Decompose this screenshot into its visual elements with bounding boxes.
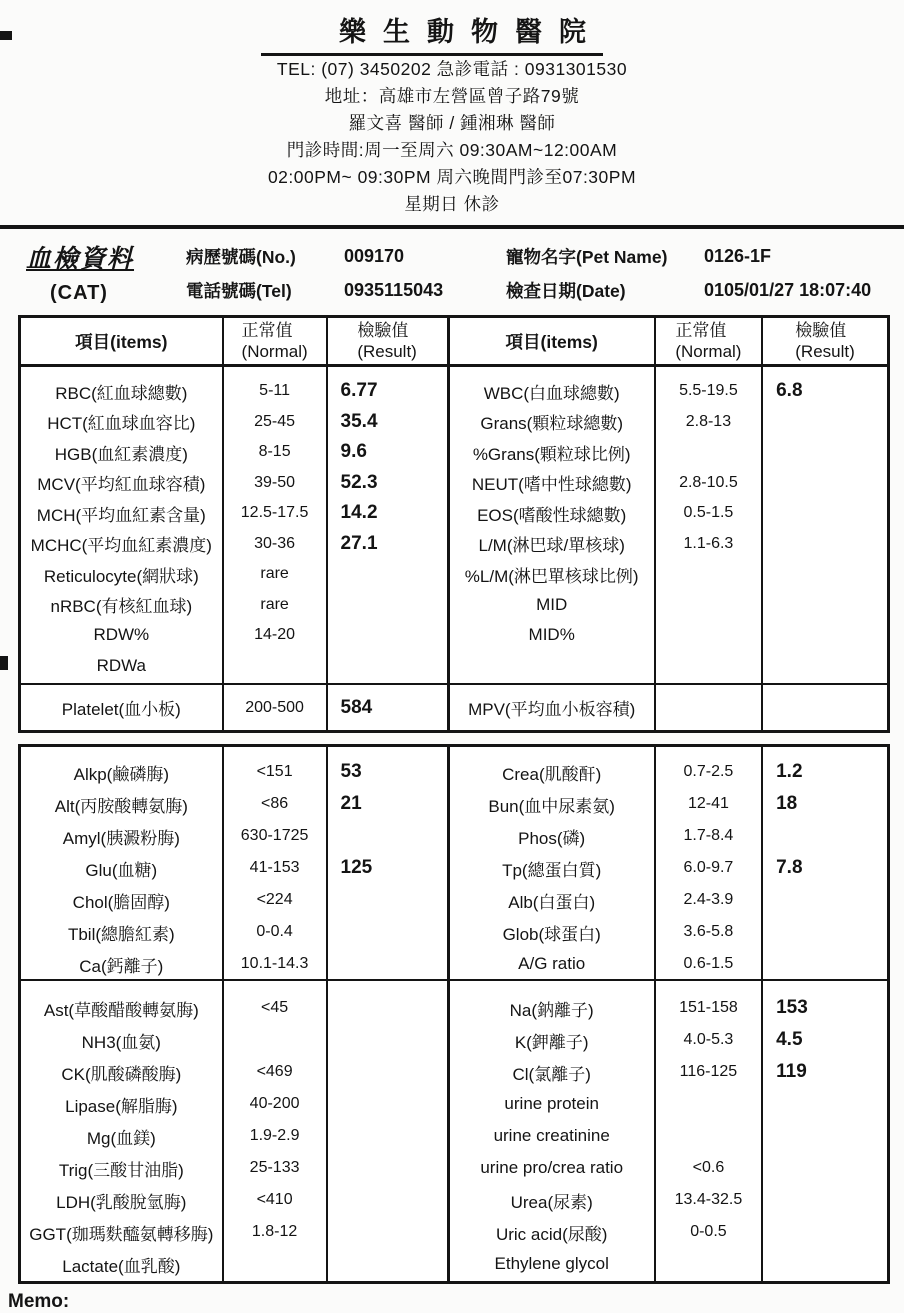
- result-value: 35.4: [340, 410, 378, 432]
- column-header-normal: [656, 318, 761, 367]
- chem-sec2-left-results: [328, 981, 447, 1281]
- normal-range-value: 13.4-32.5: [674, 1191, 743, 1208]
- test-item-label: Tbil(總膽紅素): [67, 924, 175, 944]
- normal-range-value: [224, 1024, 326, 1056]
- hospital-tel-line: TEL: (07) 3450202 急診電話 : 0931301530: [276, 59, 628, 79]
- normal-range-value: [656, 559, 761, 590]
- normal-range-value: [656, 1088, 761, 1120]
- result-value: [328, 620, 447, 651]
- test-item-label: LDH(乳酸脫氫脢): [56, 1192, 187, 1212]
- hospital-doctors-line: 羅文喜 醫師 / 鍾湘琳 醫師: [348, 113, 556, 133]
- cbc-right-normal-column: [656, 318, 763, 730]
- normal-range-value: 630-1725: [240, 827, 309, 844]
- column-header-normal-text: [675, 320, 741, 362]
- normal-range-value: 6.0-9.7: [683, 859, 734, 876]
- normal-range-value: 5-11: [259, 382, 291, 400]
- test-item-label: MCHC(平均血紅素濃度): [30, 536, 212, 556]
- test-item-label: RDW%: [93, 625, 150, 645]
- result-value: [763, 1120, 887, 1152]
- normal-range-value: [656, 1248, 761, 1280]
- test-item-label: K(鉀離子): [514, 1032, 589, 1052]
- chem-left-normal-column: [224, 747, 328, 1281]
- normal-range-value: 1.1-6.3: [683, 534, 734, 552]
- hospital-hours-line-3: 星期日 休診: [404, 194, 500, 214]
- normal-range-value: [224, 651, 326, 682]
- test-item-label: Ethylene glycol: [494, 1254, 609, 1273]
- result-value: [763, 1216, 887, 1248]
- normal-range-value: 151-158: [679, 999, 738, 1016]
- mpv-item-label: MPV(平均血小板容積): [450, 683, 654, 730]
- cbc-left-normal-column: [224, 318, 328, 730]
- test-item-label: MCV(平均紅血球容積): [37, 475, 206, 495]
- test-item-label: MID%: [528, 625, 575, 645]
- cbc-right-items-column: [450, 318, 656, 730]
- normal-range-value: 8-15: [258, 443, 291, 461]
- scan-artifact: [0, 656, 8, 670]
- platelet-result-value: 584: [328, 683, 447, 730]
- result-value: 27.1: [340, 532, 378, 554]
- result-value: 125: [340, 857, 373, 878]
- result-value: [328, 559, 447, 590]
- chem-sec1-right-items: [450, 747, 654, 981]
- normal-range-value: [656, 620, 761, 651]
- result-value: [328, 1088, 447, 1120]
- test-item-label: Uric acid(尿酸): [495, 1224, 608, 1244]
- normal-range-value: <86: [261, 795, 289, 812]
- normal-range-value: 12-41: [687, 795, 729, 812]
- chem-sec2-right-normals: [656, 981, 761, 1281]
- result-value: 7.8: [776, 857, 803, 878]
- test-item-label: L/M(淋巴球/單核球): [478, 536, 625, 556]
- report-title: 血檢資料: [26, 245, 135, 273]
- normal-range-value: 116-125: [679, 1063, 738, 1080]
- hospital-address-line: 地址：高雄市左營區曾子路79號: [324, 86, 580, 106]
- normal-range-value: 0-0.4: [256, 923, 293, 940]
- result-value: 1.2: [776, 761, 803, 782]
- test-item-label: %Grans(顆粒球比例): [472, 444, 631, 464]
- normal-range-value: 30-36: [254, 534, 296, 552]
- normal-range-value: [656, 437, 761, 468]
- normal-range-value: [224, 1248, 326, 1280]
- result-value: [328, 948, 447, 980]
- normal-range-value: 0.6-1.5: [683, 955, 734, 972]
- pet-name-value: 0126-1F: [704, 245, 772, 266]
- exam-date-label: 檢查日期(Date): [506, 280, 626, 301]
- test-item-label: urine creatinine: [493, 1126, 610, 1145]
- test-item-label: Na(鈉離子): [509, 1000, 594, 1020]
- normal-header-line2: (Normal): [675, 342, 742, 361]
- chem-right-items-column: [450, 747, 656, 1281]
- chem-sec1-left-results: [328, 747, 447, 981]
- cbc-right-normals: [656, 367, 761, 683]
- pet-name-label: 寵物名字(Pet Name): [506, 246, 668, 267]
- chemistry-table: [18, 744, 890, 1284]
- test-item-label: Glob(球蛋白): [502, 924, 601, 944]
- normal-range-value: 2.8-13: [685, 412, 732, 430]
- test-item-label: EOS(嗜酸性球總數): [477, 505, 627, 525]
- normal-range-value: 0.5-1.5: [683, 504, 734, 522]
- test-item-label: Trig(三酸甘油脂): [58, 1160, 184, 1180]
- test-item-label: Cl(氯離子): [512, 1064, 591, 1084]
- chem-left-items-column: [21, 747, 224, 1281]
- test-item-label: NH3(血氨): [81, 1032, 161, 1052]
- chem-sec2-right-items: [450, 981, 654, 1281]
- normal-range-value: 41-153: [249, 859, 300, 876]
- phone-value: 0935115043: [344, 279, 444, 300]
- test-item-label: Alkp(鹼磷脢): [73, 764, 170, 784]
- normal-range-value: 5.5-19.5: [679, 382, 738, 400]
- chem-sec2-left-items: [21, 981, 222, 1281]
- scan-artifact: [0, 31, 12, 40]
- normal-range-value: <410: [256, 1191, 293, 1208]
- result-value: [763, 559, 887, 590]
- test-item-label: Lactate(血乳酸): [62, 1256, 181, 1276]
- hospital-header: [0, 0, 904, 56]
- test-item-label: HCT(紅血球血容比): [47, 414, 196, 434]
- test-item-label: GGT(珈瑪麩醯氨轉移脢): [29, 1224, 214, 1244]
- result-header-line1: 檢驗值: [795, 321, 847, 340]
- result-value: [328, 1056, 447, 1088]
- normal-range-value: rare: [260, 595, 289, 613]
- test-item-label: RBC(紅血球總數): [55, 383, 188, 403]
- hospital-hours-line-1: 門診時間:周一至周六 09:30AM~12:00AM: [286, 140, 618, 160]
- normal-range-value: <45: [261, 999, 289, 1016]
- cbc-right-items: [450, 367, 654, 683]
- result-value: 119: [776, 1061, 807, 1082]
- test-item-label: Glu(血糖): [85, 860, 158, 880]
- test-item-label: Urea(尿素): [510, 1192, 593, 1212]
- test-item-label: Bun(血中尿素氨): [488, 796, 615, 816]
- case-number-value: 009170: [344, 245, 405, 266]
- chem-left-result-column: [328, 747, 450, 1281]
- result-value: [328, 1120, 447, 1152]
- result-value: [328, 820, 447, 852]
- column-header-result: [328, 318, 447, 367]
- result-value: [328, 1184, 447, 1216]
- normal-range-value: 12.5-17.5: [240, 504, 309, 522]
- normal-range-value: 1.9-2.9: [249, 1127, 300, 1144]
- test-item-label: Mg(血鎂): [86, 1128, 156, 1148]
- patient-row-1: [186, 239, 898, 273]
- patient-fields: [186, 239, 898, 305]
- test-item-label: Lipase(解脂脢): [65, 1096, 178, 1116]
- chem-sec1-left-items: [21, 747, 222, 981]
- test-item-label: urine pro/crea ratio: [480, 1158, 624, 1177]
- result-value: [328, 1024, 447, 1056]
- result-value: 18: [776, 793, 798, 814]
- result-value: 153: [776, 997, 808, 1018]
- result-header-line2: (Result): [795, 342, 855, 361]
- test-item-label: urine protein: [504, 1094, 599, 1113]
- normal-range-value: 0-0.5: [690, 1223, 727, 1240]
- test-item-label: Alb(白蛋白): [508, 892, 596, 912]
- result-value: [763, 468, 887, 499]
- cbc-left-normals: [224, 367, 326, 683]
- result-value: 21: [340, 793, 362, 814]
- result-value: [763, 948, 887, 980]
- normal-range-value: rare: [260, 565, 289, 583]
- normal-range-value: 25-45: [254, 412, 296, 430]
- normal-range-value: 0.7-2.5: [683, 763, 734, 780]
- test-item-label: MID: [536, 594, 568, 614]
- mpv-normal-range: [656, 683, 761, 730]
- case-number-label: 病歷號碼(No.): [186, 246, 296, 267]
- test-item-label: Phos(磷): [518, 828, 586, 848]
- column-header-normal: [224, 318, 326, 367]
- test-item-label: HGB(血紅素濃度): [54, 444, 188, 464]
- normal-header-line1: 正常值: [241, 321, 293, 340]
- normal-range-value: <151: [256, 763, 293, 780]
- cbc-left-items-column: [21, 318, 224, 730]
- test-item-label: %L/M(淋巴單核球比例): [464, 566, 639, 586]
- result-value: [763, 1248, 887, 1280]
- platelet-normal-range: 200-500: [224, 683, 326, 730]
- cbc-right-results: [763, 367, 887, 683]
- result-header-line2: (Result): [357, 342, 417, 361]
- test-item-label: NEUT(嗜中性球總數): [471, 475, 632, 495]
- normal-range-value: 14-20: [254, 626, 296, 644]
- result-value: [763, 1184, 887, 1216]
- test-item-label: Alt(丙胺酸轉氨脢): [54, 796, 188, 816]
- chem-sec2-right-results: [763, 981, 887, 1281]
- patient-row-2: [186, 273, 898, 307]
- test-item-label: MCH(平均血紅素含量): [36, 505, 206, 525]
- result-value: [328, 1152, 447, 1184]
- test-item-label: RDWa: [96, 655, 147, 675]
- result-value: [763, 529, 887, 560]
- cbc-left-results: [328, 367, 447, 683]
- test-item-label: Chol(膽固醇): [72, 892, 170, 912]
- chem-sec1-right-results: [763, 747, 887, 981]
- test-item-label: CK(肌酸磷酸脢): [61, 1064, 182, 1084]
- column-header-result-text: [795, 320, 855, 362]
- normal-range-value: 4.0-5.3: [683, 1031, 734, 1048]
- normal-range-value: 40-200: [249, 1095, 300, 1112]
- normal-range-value: <0.6: [692, 1159, 725, 1176]
- result-value: [328, 1248, 447, 1280]
- result-value: 6.8: [776, 380, 803, 402]
- test-item-label: Ca(鈣離子): [79, 956, 164, 976]
- column-header-result: [763, 318, 887, 367]
- phone-label: 電話號碼(Tel): [186, 280, 292, 301]
- test-item-label: Ast(草酸醋酸轉氨脢): [43, 1000, 199, 1020]
- normal-range-value: 1.7-8.4: [683, 827, 734, 844]
- test-item-label: Crea(肌酸酐): [502, 764, 602, 784]
- test-item-label: Tp(總蛋白質): [502, 860, 602, 880]
- normal-header-line2: (Normal): [241, 342, 308, 361]
- platelet-item-label: Platelet(血小板): [21, 683, 222, 730]
- test-item-label: nRBC(有核紅血球): [50, 597, 193, 617]
- result-value: [763, 1152, 887, 1184]
- result-value: 6.77: [340, 380, 378, 402]
- normal-range-value: 2.4-3.9: [683, 891, 734, 908]
- chem-sec2-left-normals: [224, 981, 326, 1281]
- patient-info-section: [0, 229, 904, 311]
- memo-label: Memo:: [8, 1291, 70, 1312]
- result-value: [763, 620, 887, 651]
- normal-header-line1: 正常值: [675, 321, 727, 340]
- normal-range-value: 2.8-10.5: [679, 473, 738, 491]
- test-item-label: Grans(顆粒球總數): [480, 414, 623, 434]
- mpv-result-value: [763, 683, 887, 730]
- normal-range-value: <469: [256, 1063, 293, 1080]
- column-header-items: 項目(items): [21, 318, 222, 367]
- result-value: [763, 407, 887, 438]
- result-value: [763, 437, 887, 468]
- column-header-items: 項目(items): [450, 318, 654, 367]
- test-item-label: WBC(白血球總數): [483, 383, 620, 403]
- test-item-label: A/G ratio: [518, 954, 586, 973]
- result-value: 53: [340, 761, 362, 782]
- result-value: [328, 1216, 447, 1248]
- result-value: [328, 590, 447, 621]
- chem-right-result-column: [763, 747, 887, 1281]
- column-header-normal-text: [242, 320, 308, 362]
- result-value: 14.2: [340, 502, 378, 524]
- result-value: [328, 992, 447, 1024]
- normal-range-value: 25-133: [249, 1159, 300, 1176]
- species-label: (CAT): [50, 282, 108, 304]
- cbc-left-result-column: [328, 318, 450, 730]
- result-value: [328, 651, 447, 682]
- result-value: 9.6: [340, 441, 367, 463]
- exam-date-value: 0105/01/27 18:07:40: [704, 279, 872, 300]
- chem-sec1-right-normals: [656, 747, 761, 981]
- normal-range-value: 1.8-12: [251, 1223, 298, 1240]
- result-value: [763, 884, 887, 916]
- result-value: [328, 916, 447, 948]
- normal-range-value: <224: [256, 891, 293, 908]
- hospital-hours-line-2: 02:00PM~ 09:30PM 周六晚間門診至07:30PM: [267, 167, 637, 187]
- hospital-name: 樂生動物醫院: [261, 10, 603, 56]
- test-item-label: Amyl(胰澱粉脢): [62, 828, 180, 848]
- cbc-table: [18, 315, 890, 733]
- result-value: [763, 916, 887, 948]
- test-item-label: Reticulocyte(網狀球): [43, 566, 199, 586]
- normal-range-value: [656, 590, 761, 621]
- result-header-line1: 檢驗值: [357, 321, 409, 340]
- normal-range-value: 3.6-5.8: [683, 923, 734, 940]
- result-value: [763, 590, 887, 621]
- cbc-left-items: [21, 367, 222, 683]
- result-value: [328, 884, 447, 916]
- cbc-right-result-column: [763, 318, 887, 730]
- report-title-block: [26, 239, 186, 305]
- chem-sec1-left-normals: [224, 747, 326, 981]
- result-value: [763, 1088, 887, 1120]
- normal-range-value: 39-50: [254, 473, 296, 491]
- result-value: 52.3: [340, 471, 378, 493]
- result-value: 4.5: [776, 1029, 803, 1050]
- chem-right-normal-column: [656, 747, 763, 1281]
- normal-range-value: [656, 1120, 761, 1152]
- normal-range-value: 10.1-14.3: [240, 955, 309, 972]
- column-header-result-text: [357, 320, 417, 362]
- result-value: [763, 498, 887, 529]
- result-value: [763, 820, 887, 852]
